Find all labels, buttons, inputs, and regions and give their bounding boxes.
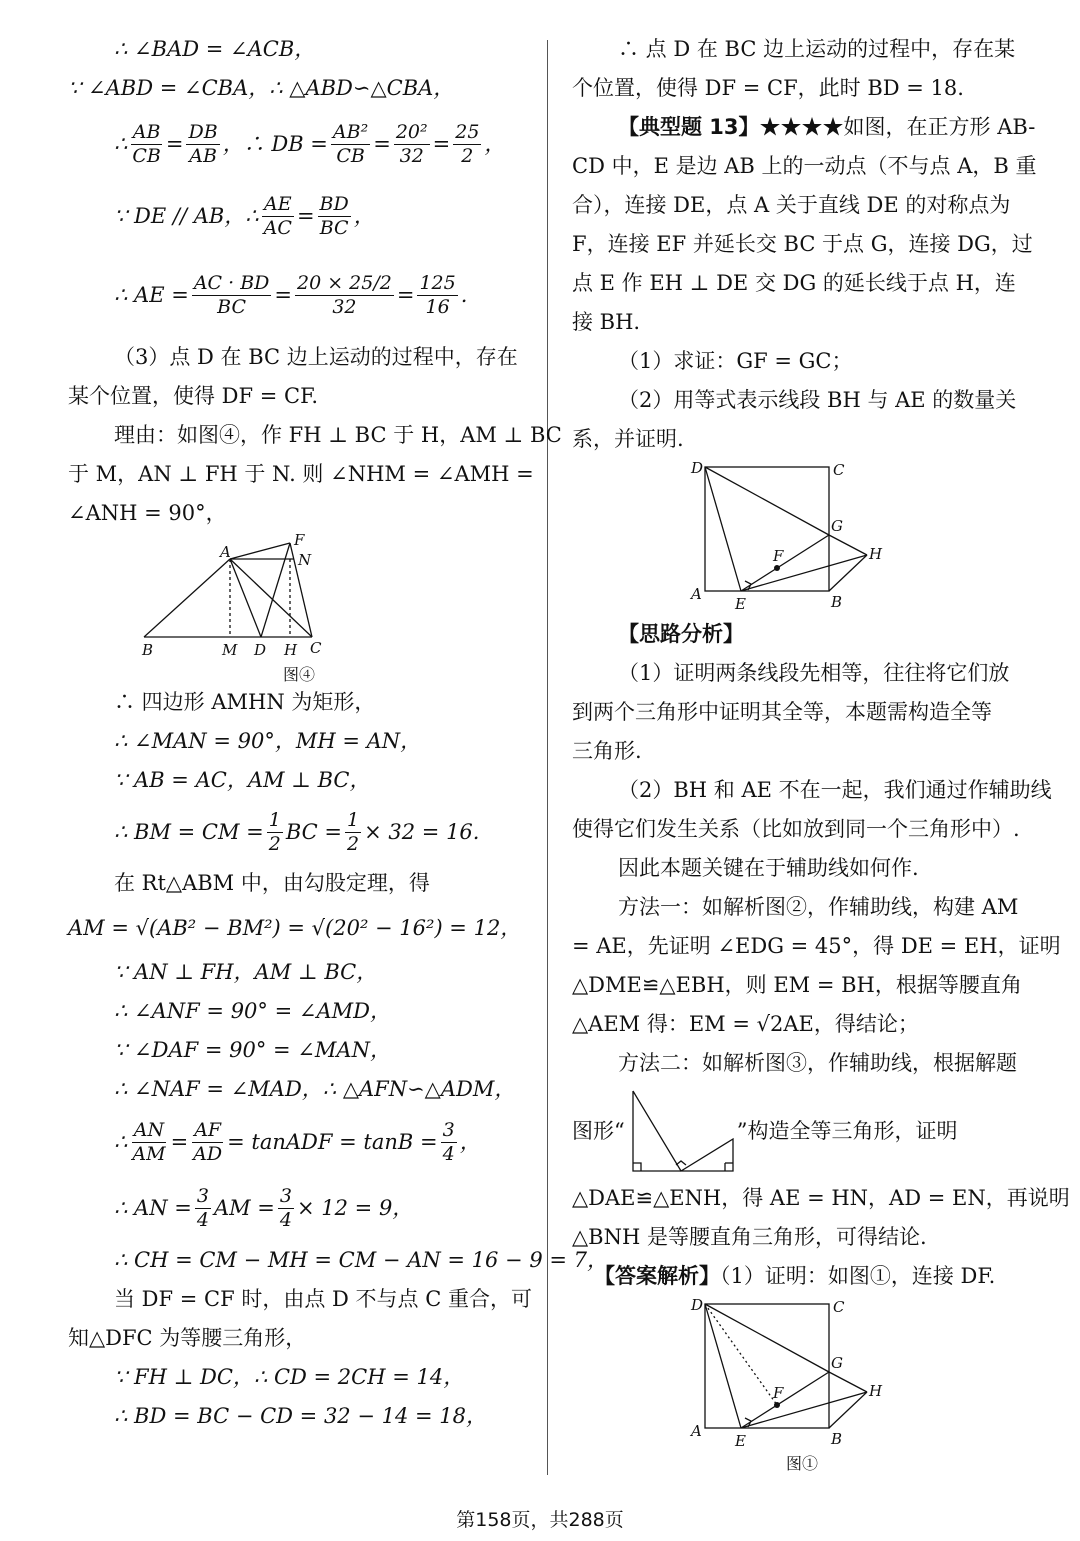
- text: ，: [459, 1129, 481, 1154]
- denominator: AC: [263, 216, 292, 239]
- line: 方法一：如解析图②，作辅助线，构建 AM: [618, 895, 1019, 919]
- line: （2）BH 和 AE 不在一起，我们通过作辅助线: [618, 778, 1052, 802]
- fraction: [262, 193, 294, 240]
- paragraph-line: ∠ANH = 90°，: [68, 501, 227, 525]
- denominator: 16: [425, 295, 450, 318]
- line: △DAE≌△ENH，得 AE = HN，AD = EN，再说明: [572, 1186, 1070, 1210]
- answer-heading: [572, 1257, 1032, 1296]
- figure-4: [68, 533, 530, 683]
- text: ∴ AE =: [114, 282, 189, 307]
- question-figure: [572, 459, 1032, 615]
- question-tag: 【典型题 13】: [618, 115, 760, 139]
- section-heading: [572, 615, 1032, 654]
- label-g: G: [831, 1354, 843, 1372]
- line: ∴ CH = CM − MH = CM − AN = 16 − 9 = 7，: [114, 1248, 608, 1272]
- text: 如图，在正方形 AB-: [843, 115, 1036, 139]
- formula-line: ∴ $\frac{AN}{AM}$ = $\frac{AF}{AD}$ = tanADF = tanB = $\frac{3}{4}$ ，: [114, 1118, 481, 1165]
- line: （1）证明两条线段先相等，往往将它们放: [618, 661, 1010, 685]
- formula-line: ∴ $\frac{AB}{CB}$ = $\frac{DB}{AB}$ ，∴ DB = $\frac{\text{AB²}}{CB}$ = $\frac{\text{20²}}{32}$ = $\frac{25}{2}$ ，: [114, 120, 506, 167]
- geometry-diagram: [134, 533, 464, 659]
- fraction: [453, 121, 481, 168]
- line: AM = √(AB² − BM²) = √(20² − 16²) = 12，: [68, 916, 522, 940]
- paragraph-line: 理由：如图④，作 FH ⊥ BC 于 H，AM ⊥ BC: [114, 423, 562, 447]
- paragraph-line: （3）点 D 在 BC 边上运动的过程中，存在: [114, 345, 518, 369]
- label-b: B: [142, 641, 154, 659]
- fraction: [267, 809, 283, 856]
- text: × 32 = 16.: [364, 819, 480, 844]
- line: ∵ ∠ABD = ∠CBA，∴ △ABD∽△CBA，: [68, 76, 455, 100]
- text: ，∴ DB =: [222, 131, 328, 156]
- fraction: [186, 121, 219, 168]
- text: =: [165, 131, 184, 156]
- line: 在 Rt△ABM 中，由勾股定理，得: [114, 871, 430, 895]
- label-d: D: [691, 459, 704, 477]
- text: ，: [353, 203, 375, 228]
- numerator: 1: [268, 808, 281, 831]
- label-e: E: [735, 595, 746, 611]
- formula-line: ∴ AE = $\frac{AC \cdot BD}{BC}$ = $\frac{20 \times 25/2}{32}$ = $\frac{125}{16}$ .: [114, 271, 468, 318]
- text: ，: [484, 131, 506, 156]
- fraction: [417, 272, 457, 319]
- label-b: B: [831, 593, 843, 611]
- text: ∴ AN =: [114, 1195, 192, 1220]
- text: ∴: [114, 1129, 128, 1154]
- denominator: AD: [193, 1142, 223, 1165]
- numerator: 25: [455, 120, 480, 143]
- label-m: M: [222, 641, 238, 659]
- line: ∵ AN ⊥ FH，AM ⊥ BC，: [114, 960, 378, 984]
- line: 合），连接 DE，点 A 关于直线 DE 的对称点为: [572, 193, 1011, 217]
- line-with-figure: [572, 1083, 1032, 1179]
- label-c: C: [833, 1298, 845, 1316]
- text: × 12 = 9，: [297, 1195, 414, 1220]
- denominator: 4: [279, 1208, 292, 1231]
- label-h: H: [869, 1382, 883, 1400]
- label-g: G: [831, 517, 843, 535]
- text: ∵ DE // AB，∴: [114, 203, 259, 228]
- denominator: 4: [196, 1208, 209, 1231]
- point-f: [774, 565, 780, 571]
- paragraph-line: 某个位置，使得 DF = CF.: [68, 384, 319, 408]
- line: 系，并证明.: [572, 427, 684, 451]
- formula-line: [68, 1175, 530, 1241]
- line: △DME≌△EBH，则 EM = BH，根据等腰直角: [572, 973, 1022, 997]
- fraction: [192, 272, 272, 319]
- numerator: BD: [319, 192, 349, 215]
- fraction: [318, 193, 351, 240]
- label-f: F: [773, 547, 784, 565]
- line: = AE，先证明 ∠EDG = 45°，得 DE = EH，证明: [572, 934, 1061, 958]
- label-a: A: [691, 1422, 702, 1440]
- denominator: AM: [132, 1142, 166, 1165]
- question-heading: [572, 108, 1036, 147]
- figure-1: [572, 1296, 1032, 1476]
- line: ∵ AB = AC，AM ⊥ BC，: [114, 768, 371, 792]
- label-n: N: [298, 551, 312, 569]
- text: .: [460, 282, 468, 307]
- denominator: 32: [332, 295, 357, 318]
- text: = tanADF = tanB =: [227, 1129, 438, 1154]
- paragraph-line: 于 M，AN ⊥ FH 于 N. 则 ∠NHM = ∠AMH =: [68, 462, 534, 486]
- line: 到两个三角形中证明其全等，本题需构造全等: [572, 700, 992, 724]
- line: ∴ 四边形 AMHN 为矩形，: [114, 690, 376, 714]
- line: ∵ ∠DAF = 90° = ∠MAN，: [114, 1038, 391, 1062]
- text: AM =: [213, 1195, 275, 1220]
- text: 图形“: [572, 1118, 625, 1143]
- answer-tag: 【答案解析】: [594, 1264, 720, 1288]
- formula-line: [68, 800, 530, 864]
- denominator: 2: [268, 832, 281, 855]
- analysis-tag: 【思路分析】: [618, 622, 744, 646]
- line: ∴ ∠BAD = ∠ACB，: [114, 37, 316, 61]
- figure-caption: 图①: [785, 1454, 818, 1473]
- fraction: [295, 272, 394, 319]
- line: CD 中，E 是边 AB 上的一动点（不与点 A，B 重: [572, 154, 1037, 178]
- denominator: AB: [189, 144, 217, 167]
- line: △BNH 是等腰直角三角形，可得结论.: [572, 1225, 927, 1249]
- numerator: AN: [133, 1118, 165, 1141]
- numerator: AB: [132, 120, 161, 143]
- denominator: 2: [461, 144, 474, 167]
- numerator: AB²: [332, 120, 369, 143]
- numerator: 1: [347, 808, 360, 831]
- line: （1）求证：GF = GC；: [618, 349, 853, 373]
- denominator: BC: [319, 216, 349, 239]
- hint-shape-diagram: [625, 1087, 737, 1175]
- label-f: F: [294, 533, 305, 549]
- line: 知△DFC 为等腰三角形，: [68, 1326, 307, 1350]
- square-diagram: [687, 459, 917, 611]
- fraction: [130, 121, 163, 168]
- label-d: D: [691, 1296, 704, 1314]
- fraction: [345, 809, 361, 856]
- line: 使得它们发生关系（比如放到同一个三角形中）.: [572, 817, 1020, 841]
- label-a: A: [220, 543, 231, 561]
- label-a: A: [691, 585, 702, 603]
- square-diagram-answer: [687, 1296, 917, 1448]
- fraction: [441, 1119, 457, 1166]
- numerator: 20²: [395, 120, 428, 143]
- line: 个位置，使得 DF = CF，此时 BD = 18.: [572, 76, 964, 100]
- denominator: 32: [399, 144, 424, 167]
- line: ∵ FH ⊥ DC，∴ CD = 2CH = 14，: [114, 1365, 465, 1389]
- numerator: 20 × 25/2: [297, 271, 392, 294]
- text: ∴ BM = CM =: [114, 819, 264, 844]
- label-h: H: [284, 641, 298, 659]
- fraction: [191, 1119, 224, 1166]
- text: BC =: [285, 819, 343, 844]
- formula-line: ∵ DE // AB，∴ $\frac{AE}{AC}$ = $\frac{BD}{BC}$ ，: [114, 192, 375, 239]
- line: ∴ BD = BC − CD = 32 − 14 = 18，: [114, 1404, 487, 1428]
- line: 方法二：如解析图③，作辅助线，根据解题: [618, 1051, 1017, 1075]
- denominator: CB: [336, 144, 365, 167]
- line: 因此本题关键在于辅助线如何作.: [618, 856, 919, 880]
- difficulty-stars: ★★★★: [759, 115, 844, 139]
- text: （1）证明：如图①，连接 DF.: [720, 1264, 996, 1288]
- label-b: B: [831, 1430, 843, 1448]
- fraction: [278, 1185, 294, 1232]
- figure-caption: 图④: [282, 665, 315, 684]
- line: 接 BH.: [572, 310, 641, 334]
- line: （2）用等式表示线段 BH 与 AE 的数量关: [618, 388, 1017, 412]
- fraction: [130, 1119, 167, 1166]
- denominator: 2: [347, 832, 360, 855]
- label-c: C: [310, 639, 322, 657]
- numerator: DB: [188, 120, 218, 143]
- label-d: D: [254, 641, 267, 659]
- page-footer: 第158页，共288页: [456, 1509, 624, 1531]
- line: ∴ 点 D 在 BC 边上运动的过程中，存在某: [618, 37, 1016, 61]
- label-f: F: [773, 1384, 784, 1402]
- numerator: 125: [419, 271, 456, 294]
- text: ∴: [114, 131, 128, 156]
- label-h: H: [869, 545, 883, 563]
- numerator: 3: [442, 1118, 455, 1141]
- label-c: C: [833, 461, 845, 479]
- line: 点 E 作 EH ⊥ DE 交 DG 的延长线于点 H，连: [572, 271, 1016, 295]
- numerator: AC · BD: [193, 271, 270, 294]
- numerator: AF: [194, 1118, 222, 1141]
- line: 当 DF = CF 时，由点 D 不与点 C 重合，可: [114, 1287, 532, 1311]
- line: F，连接 EF 并延长交 BC 于点 G，连接 DG，过: [572, 232, 1033, 256]
- line: ∴ ∠MAN = 90°，MH = AN，: [114, 729, 422, 753]
- denominator: 4: [442, 1142, 455, 1165]
- right-column: [572, 30, 1070, 1476]
- numerator: 3: [279, 1184, 292, 1207]
- numerator: AE: [264, 192, 292, 215]
- line: ∴ ∠NAF = ∠MAD，∴ △AFN∽△ADM，: [114, 1077, 516, 1101]
- numerator: 3: [196, 1184, 209, 1207]
- fraction: [394, 121, 430, 168]
- label-e: E: [735, 1432, 746, 1448]
- fraction: [331, 121, 370, 168]
- text: ”构造全等三角形，证明: [736, 1118, 958, 1143]
- line: 三角形.: [572, 739, 642, 763]
- point-f: [774, 1402, 780, 1408]
- fraction: [195, 1185, 211, 1232]
- denominator: CB: [132, 144, 161, 167]
- line: △AEM 得：EM = √2AE，得结论；: [572, 1012, 919, 1036]
- line: ∴ ∠ANF = 90° = ∠AMD，: [114, 999, 391, 1023]
- denominator: BC: [217, 295, 247, 318]
